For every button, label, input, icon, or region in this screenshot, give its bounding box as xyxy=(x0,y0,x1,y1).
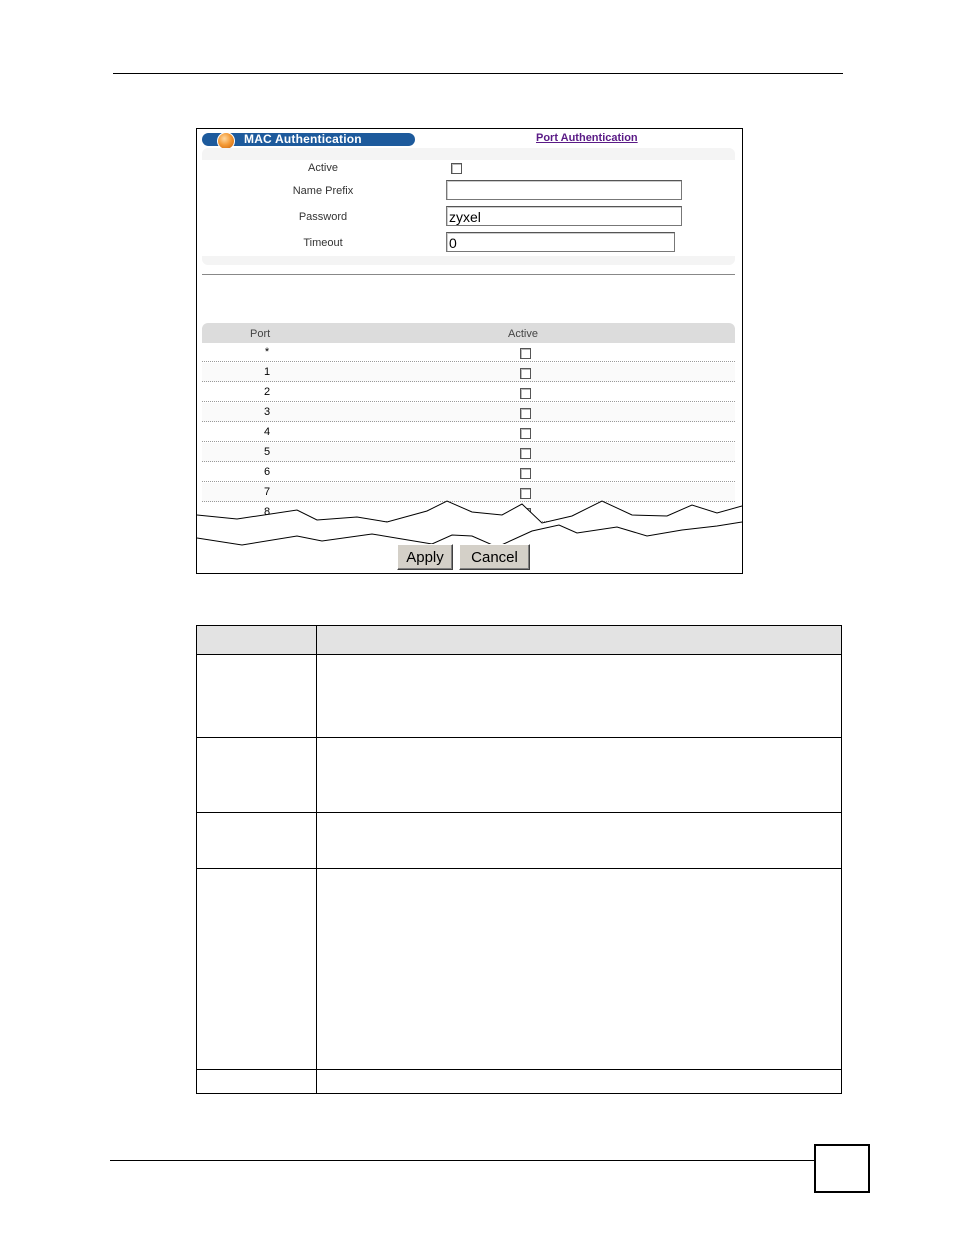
port-number: 2 xyxy=(263,386,271,398)
port-number: * xyxy=(264,346,270,358)
title-bar xyxy=(202,133,415,146)
table-row xyxy=(202,343,735,362)
table-row xyxy=(202,403,735,422)
row-divider xyxy=(197,1069,841,1070)
header-rule xyxy=(113,73,843,74)
screen-title: MAC Authentication xyxy=(244,132,362,146)
port-number: 8 xyxy=(263,506,271,518)
name-prefix-input[interactable] xyxy=(446,180,682,200)
password-input[interactable]: zyxel xyxy=(446,206,682,226)
port-number: 4 xyxy=(263,426,271,438)
mac-authentication-screen xyxy=(196,128,743,574)
port-active-checkbox[interactable] xyxy=(520,348,531,359)
port-number: 3 xyxy=(263,406,271,418)
row-divider xyxy=(197,812,841,813)
apply-button[interactable]: Apply xyxy=(397,544,453,570)
table-row xyxy=(202,383,735,402)
port-table-header xyxy=(202,323,735,343)
port-column-header: Port xyxy=(250,328,271,340)
port-number: 6 xyxy=(263,466,271,478)
column-divider xyxy=(316,626,317,1093)
name-prefix-label: Name Prefix xyxy=(292,185,354,197)
page-number-box xyxy=(814,1144,870,1193)
port-number: 5 xyxy=(263,446,271,458)
cancel-button[interactable]: Cancel xyxy=(459,544,530,570)
timeout-label: Timeout xyxy=(303,237,343,249)
description-table-header xyxy=(197,626,841,655)
port-number: 1 xyxy=(263,366,271,378)
description-table xyxy=(196,625,842,1094)
port-authentication-link[interactable]: Port Authentication xyxy=(536,132,638,144)
active-checkbox[interactable] xyxy=(451,163,462,174)
section-divider xyxy=(202,274,735,275)
port-active-checkbox[interactable] xyxy=(520,388,531,399)
port-active-checkbox[interactable] xyxy=(520,428,531,439)
port-number: 7 xyxy=(263,486,271,498)
table-row xyxy=(202,423,735,442)
footer-rule xyxy=(110,1160,814,1161)
table-row xyxy=(202,443,735,462)
timeout-input[interactable]: 0 xyxy=(446,232,675,252)
port-active-checkbox[interactable] xyxy=(520,448,531,459)
port-active-checkbox[interactable] xyxy=(520,408,531,419)
table-row xyxy=(202,363,735,382)
port-active-checkbox[interactable] xyxy=(520,368,531,379)
row-divider xyxy=(197,737,841,738)
table-row xyxy=(202,463,735,482)
row-divider xyxy=(197,868,841,869)
active-label: Active xyxy=(308,162,338,174)
active-column-header: Active xyxy=(508,328,538,340)
password-label: Password xyxy=(298,211,348,223)
port-active-checkbox[interactable] xyxy=(520,468,531,479)
